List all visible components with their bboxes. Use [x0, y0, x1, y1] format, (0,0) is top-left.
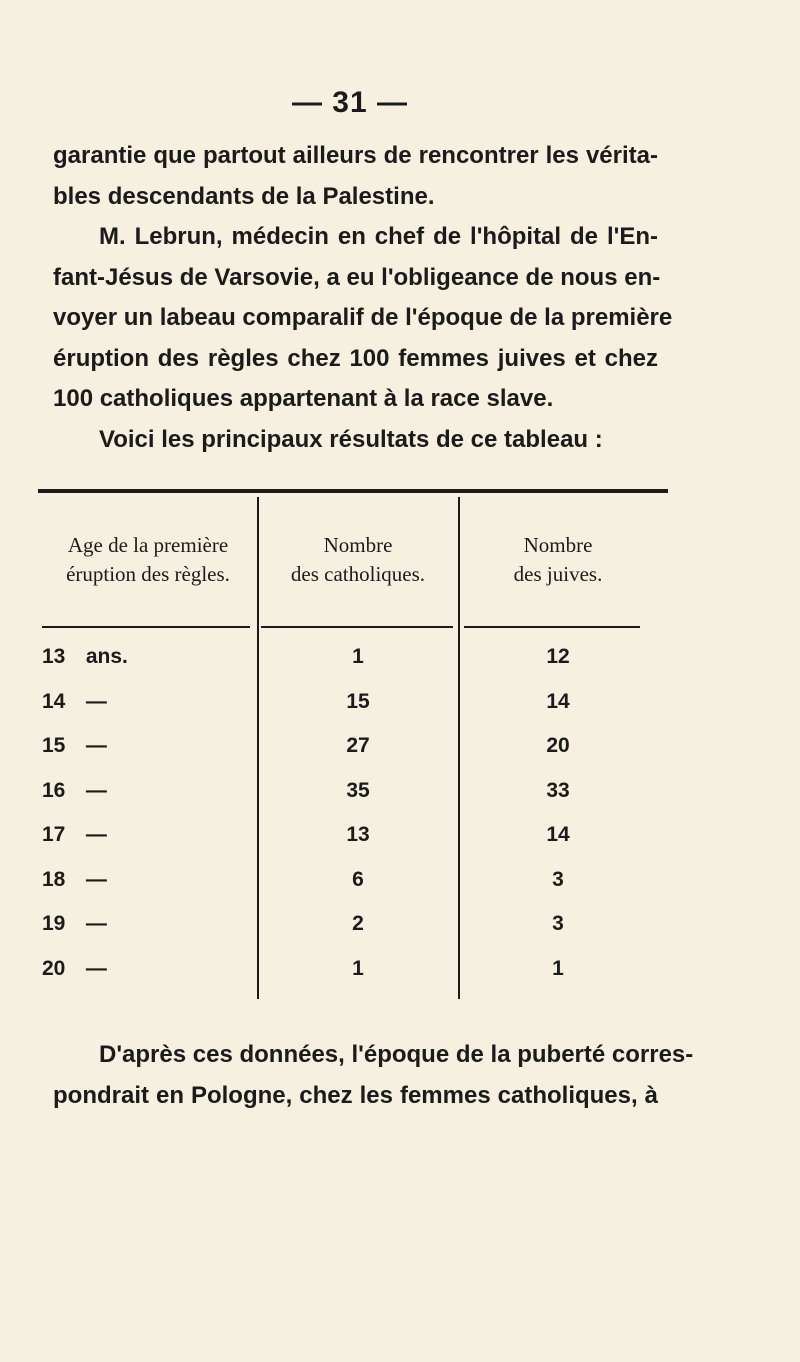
juives-cell: 14 [546, 689, 570, 713]
age-unit: — [85, 689, 107, 713]
age-unit: — [85, 734, 107, 757]
age-unit: — [85, 912, 107, 935]
juives-cell: 33 [546, 778, 570, 802]
text-line: M. Lebrun, médecin en chef de l'hôpital de l'En- [99, 223, 658, 250]
age-cell [42, 645, 242, 669]
header-line: Nombre [523, 533, 593, 557]
catholiques-cell: 6 [352, 867, 364, 891]
age-value: 20 [42, 956, 66, 980]
age-cell [42, 823, 242, 847]
intro-paragraphs [53, 136, 673, 460]
catholiques-cell: 13 [346, 823, 370, 846]
text-line: pondrait en Pologne, chez les femmes catholiques, à [53, 1081, 658, 1109]
age-unit: — [85, 823, 107, 846]
juives-cell: 3 [552, 912, 564, 935]
table-row [38, 868, 658, 913]
header-catholiques [258, 531, 458, 589]
header-line: des juives. [513, 562, 603, 586]
table-row [38, 734, 658, 779]
header-age [38, 531, 258, 589]
table-body [38, 645, 658, 1001]
header-line: éruption des règles. [66, 562, 230, 586]
text-line: garantie que partout ailleurs de rencontrer les vérita- [53, 142, 658, 169]
table-row [38, 779, 658, 824]
header-line: des catholiques. [290, 562, 426, 586]
age-cell [42, 957, 242, 981]
catholiques-cell: 35 [346, 778, 370, 802]
catholiques-cell: 15 [346, 689, 370, 713]
age-unit: — [85, 778, 107, 802]
text-line: 100 catholiques appartenant à la race slave. [53, 385, 554, 412]
table-row [38, 690, 658, 735]
page-number: — 31 — [291, 86, 409, 119]
age-unit: — [85, 867, 107, 891]
outro-paragraph [53, 1035, 694, 1116]
age-value: 15 [42, 734, 66, 757]
text-line: D'après ces données, l'époque de la puberté corres- [99, 1041, 694, 1068]
juives-cell: 3 [552, 867, 564, 891]
text-line: fant-Jésus de Varsovie, a eu l'obligeance de nous en- [53, 263, 661, 291]
catholiques-cell: 1 [352, 645, 364, 668]
header-juives [458, 531, 658, 589]
age-cell [42, 868, 242, 892]
age-value: 14 [42, 689, 66, 713]
header-rule [261, 626, 453, 628]
text-line: bles descendants de la Palestine. [53, 182, 435, 210]
age-cell [42, 690, 242, 714]
juives-cell: 12 [546, 645, 570, 668]
text-line: Voici les principaux résultats de ce tableau : [99, 425, 603, 453]
header-rule [464, 626, 640, 628]
table-row [38, 957, 658, 1002]
age-cell [42, 734, 242, 758]
header-rule [42, 626, 250, 628]
juives-cell: 20 [546, 734, 570, 757]
juives-cell: 14 [546, 823, 570, 846]
juives-cell: 1 [552, 956, 564, 980]
catholiques-cell: 2 [352, 912, 364, 935]
table-row [38, 912, 658, 957]
age-cell [42, 779, 242, 803]
table-row [38, 645, 658, 690]
table-row [38, 823, 658, 868]
age-value: 19 [42, 912, 66, 935]
text-line: éruption des règles chez 100 femmes juives et chez [53, 344, 658, 372]
age-value: 16 [42, 778, 66, 802]
age-value: 18 [42, 867, 66, 891]
header-line: Nombre [323, 533, 393, 557]
catholiques-cell: 1 [352, 956, 364, 980]
age-value: 13 [42, 645, 66, 668]
table-top-rule [38, 489, 668, 493]
text-line: voyer un labeau comparalif de l'époque de la première [53, 304, 673, 331]
catholiques-cell: 27 [346, 734, 370, 757]
age-value: 17 [42, 823, 66, 846]
age-unit: ans. [85, 645, 128, 668]
age-cell [42, 912, 242, 936]
age-unit: — [85, 956, 107, 980]
header-line: Age de la première [67, 533, 229, 557]
